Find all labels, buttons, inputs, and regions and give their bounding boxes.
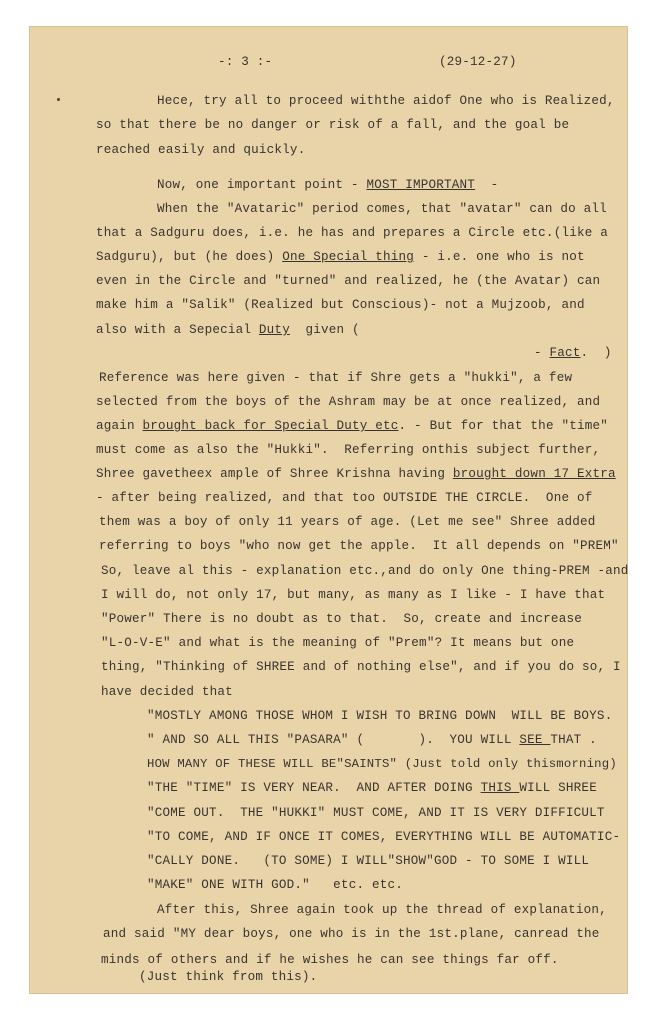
text-line: (Just think from this). bbox=[139, 970, 318, 984]
text-segment: . ) bbox=[580, 346, 612, 360]
quote-line bbox=[147, 781, 597, 795]
underlined-phrase: brought back for Special Duty etc bbox=[142, 419, 399, 433]
document-date: (29-12-27) bbox=[439, 55, 517, 69]
quote-line bbox=[147, 733, 597, 747]
text-line: must come as also the "Hukki". Referring onthis subject further, bbox=[96, 443, 601, 457]
text-segment: Now, one important point - bbox=[157, 178, 367, 192]
text-line: selected from the boys of the Ashram may be at once realized, and bbox=[96, 395, 601, 409]
underlined-phrase: THIS bbox=[480, 781, 520, 795]
underlined-heading: MOST IMPORTANT bbox=[366, 178, 476, 192]
text-segment: Sadguru), but (he does) bbox=[96, 250, 283, 264]
quote-line: "TO COME, AND IF ONCE IT COMES, EVERYTHING WILL BE AUTOMATIC- bbox=[147, 830, 621, 844]
text-line: minds of others and if he wishes he can see things far off. bbox=[101, 953, 559, 967]
text-line: thing, "Thinking of SHREE and of nothing else", and if you do so, I bbox=[101, 660, 621, 674]
ink-speck bbox=[57, 98, 60, 101]
text-line: I will do, not only 17, but many, as many as I like - I have that bbox=[101, 588, 606, 602]
text-line: When the "Avataric" period comes, that "avatar" can do all bbox=[157, 202, 607, 216]
text-line: that a Sadguru does, i.e. he has and prepares a Circle etc.(like a bbox=[96, 226, 608, 240]
text-segment: - i.e. one who is not bbox=[414, 250, 585, 264]
text-line: "L-O-V-E" and what is the meaning of "Prem"? It means but one bbox=[101, 636, 575, 650]
text-line: and said "MY dear boys, one who is in the 1st.plane, canread the bbox=[103, 927, 600, 941]
underlined-phrase: brought down 17 Extra bbox=[452, 467, 616, 481]
underlined-phrase: One Special thing bbox=[282, 250, 415, 264]
quote-line: HOW MANY OF THESE WILL BE"SAINTS" (Just told only thismorning) bbox=[147, 757, 617, 771]
text-line bbox=[96, 250, 585, 264]
text-line: "Power" There is no doubt as to that. So, create and increase bbox=[101, 612, 582, 626]
text-line bbox=[96, 419, 608, 433]
quote-line: "CALLY DONE. (TO SOME) I WILL"SHOW"GOD - TO SOME I WILL bbox=[147, 854, 590, 868]
text-line bbox=[534, 346, 612, 360]
text-line: - after being realized, and that too OUTSIDE THE CIRCLE. One of bbox=[96, 491, 593, 505]
text-line: Reference was here given - that if Shre gets a "hukki", a few bbox=[99, 371, 573, 385]
text-line: After this, Shree again took up the thread of explanation, bbox=[157, 903, 607, 917]
text-line: So, leave al this - explanation etc.,and do only One thing-PREM -and bbox=[101, 564, 629, 578]
quote-line: "MOSTLY AMONG THOSE WHOM I WISH TO BRING DOWN WILL BE BOYS. bbox=[147, 709, 613, 723]
text-segment: THAT . bbox=[550, 733, 597, 747]
text-line: even in the Circle and "turned" and realized, he (the Avatar) can bbox=[96, 274, 601, 288]
underlined-phrase: SEE bbox=[519, 733, 551, 747]
text-segment: WILL SHREE bbox=[519, 781, 597, 795]
text-line: reached easily and quickly. bbox=[96, 143, 306, 157]
text-line: them was a boy of only 11 years of age. (Let me see" Shree added bbox=[99, 515, 596, 529]
text-segment: - bbox=[475, 178, 499, 192]
text-segment: given ( bbox=[289, 323, 360, 337]
underlined-phrase: Duty bbox=[258, 323, 290, 337]
text-line: referring to boys "who now get the apple. It all depends on "PREM" bbox=[99, 539, 619, 553]
text-line bbox=[96, 323, 360, 337]
text-segment: . - But for that the "time" bbox=[398, 419, 608, 433]
text-line: have decided that bbox=[101, 685, 233, 699]
text-line: make him a "Salik" (Realized but Conscious)- not a Mujzoob, and bbox=[96, 298, 585, 312]
underlined-phrase: Fact bbox=[549, 346, 581, 360]
text-segment: Shree gavetheex ample of Shree Krishna having bbox=[96, 467, 453, 481]
text-segment: also with a Sepecial bbox=[96, 323, 259, 337]
quote-line: "COME OUT. THE "HUKKI" MUST COME, AND IT IS VERY DIFFICULT bbox=[147, 806, 605, 820]
text-segment: - bbox=[534, 346, 550, 360]
document-page bbox=[29, 26, 628, 994]
quote-line: "MAKE" ONE WITH GOD." etc. etc. bbox=[147, 878, 403, 892]
page-number: -: 3 :- bbox=[218, 55, 273, 69]
text-line bbox=[96, 467, 616, 481]
text-line: Hece, try all to proceed withthe aidof One who is Realized, bbox=[157, 94, 615, 108]
text-segment: " AND SO ALL THIS "PASARA" ( ). YOU WILL bbox=[147, 733, 520, 747]
text-line bbox=[157, 178, 498, 192]
text-line: so that there be no danger or risk of a fall, and the goal be bbox=[96, 118, 570, 132]
text-segment: "THE "TIME" IS VERY NEAR. AND AFTER DOING bbox=[147, 781, 481, 795]
text-segment: again bbox=[96, 419, 143, 433]
